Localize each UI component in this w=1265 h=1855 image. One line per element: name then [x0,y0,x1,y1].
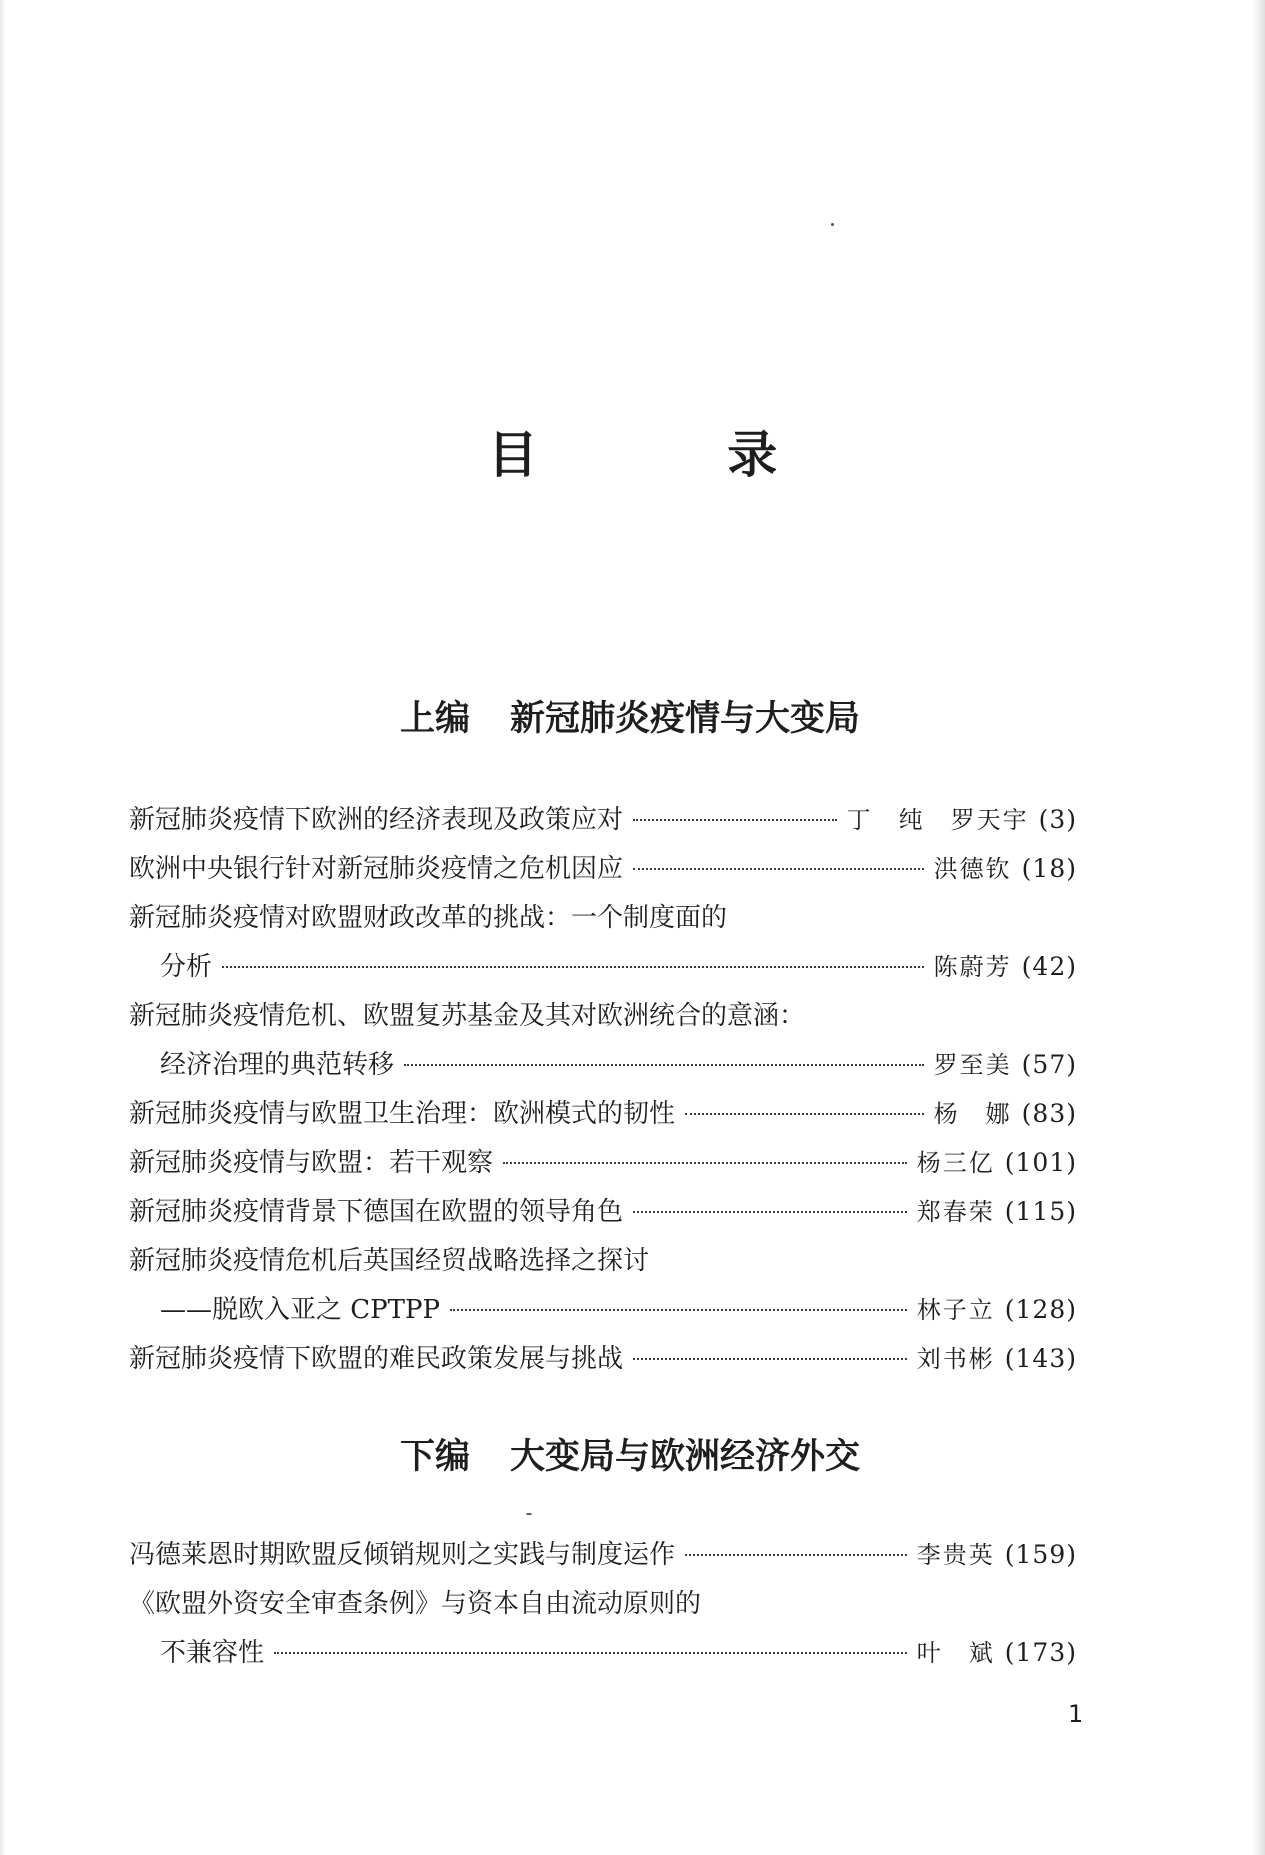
toc-entry-author: 洪德钦 [933,855,1012,883]
toc-entry-title-continued: 不兼容性 [160,1638,265,1668]
scan-speck [526,1513,532,1515]
toc-entry-title: 新冠肺炎疫情对欧盟财政改革的挑战：一个制度面的 [129,903,728,933]
toc-entry-line-1[interactable] [129,992,1077,1040]
toc-entry-author: 刘书彬 [916,1345,995,1373]
page-number: 1 [1068,1700,1084,1728]
toc-entry-title: 新冠肺炎疫情危机、欧盟复苏基金及其对欧洲统合的意涵： [129,1001,806,1031]
toc-entry-author: 杨 娜 [933,1100,1012,1128]
toc-entry-line-2[interactable] [160,1041,1077,1089]
toc-entry-page: (173) [1004,1638,1077,1667]
toc-entry-page: (159) [1004,1540,1077,1569]
section-part-label: 上编 [399,699,470,739]
toc-entry-title: 新冠肺炎疫情与欧盟：若干观察 [129,1148,494,1178]
dot-leader [633,819,837,821]
toc-entry-author: 杨三亿 [916,1149,995,1177]
scan-edge-right [1251,0,1265,1855]
toc-entry-page: (57) [1021,1050,1077,1079]
toc-entry-author: 陈蔚芳 [933,953,1012,981]
toc-entry-author: 李贵英 [916,1541,995,1569]
section-name: 新冠肺炎疫情与大变局 [510,699,861,739]
toc-entry[interactable] [129,1188,1077,1236]
toc-entry-title: 冯德莱恩时期欧盟反倾销规则之实践与制度运作 [129,1540,676,1570]
section-name: 大变局与欧洲经济外交 [510,1437,861,1477]
toc-entry[interactable] [129,1090,1077,1138]
toc-entry[interactable] [129,1139,1077,1187]
toc-entry[interactable] [129,845,1077,893]
toc-entry-title: 新冠肺炎疫情下欧盟的难民政策发展与挑战 [129,1344,624,1374]
dot-leader [503,1162,907,1164]
toc-entry-title: 新冠肺炎疫情危机后英国经贸战略选择之探讨 [129,1246,650,1276]
toc-entry-title: 《欧盟外资安全审查条例》与资本自由流动原则的 [129,1589,702,1619]
toc-entry-page: (3) [1038,805,1077,834]
toc-entry-title: 新冠肺炎疫情下欧洲的经济表现及政策应对 [129,805,624,835]
toc-entry-title-continued: 经济治理的典范转移 [160,1050,395,1080]
dot-leader [633,868,924,870]
dot-leader [685,1113,924,1115]
toc-entry-author: 林子立 [916,1296,995,1324]
section-part-label: 下编 [399,1437,470,1477]
toc-entry-title-continued: ——脱欧入亚之 CPTPP [160,1295,440,1325]
toc-entry-title: 欧洲中央银行针对新冠肺炎疫情之危机因应 [129,854,624,884]
toc-entry[interactable] [129,796,1077,844]
toc-entry-line-1[interactable] [129,1237,1077,1285]
dot-leader [633,1358,907,1360]
dot-leader [222,966,924,968]
toc-entry[interactable] [129,1335,1077,1383]
toc-entry-author: 丁 纯 罗天宇 [846,806,1029,834]
toc-entry-author: 罗至美 [933,1051,1012,1079]
dot-leader [450,1309,907,1311]
toc-entry-page: (143) [1004,1344,1077,1373]
toc-entry-page: (128) [1004,1295,1077,1324]
toc-entry-page: (18) [1021,854,1077,883]
toc-entry-page: (101) [1004,1148,1077,1177]
toc-entry-line-2[interactable] [160,943,1077,991]
toc-entry-line-1[interactable] [129,894,1077,942]
toc-entry-author: 郑春荣 [916,1198,995,1226]
toc-entry-author: 叶 斌 [916,1639,995,1667]
toc-entry-title-continued: 分析 [160,952,213,982]
toc-entry-page: (115) [1004,1197,1077,1226]
toc-entry-line-2[interactable] [160,1286,1077,1334]
toc-entry-title: 新冠肺炎疫情背景下德国在欧盟的领导角色 [129,1197,624,1227]
toc-entry-page: (42) [1021,952,1077,981]
toc-entry-title: 新冠肺炎疫情与欧盟卫生治理：欧洲模式的韧性 [129,1099,676,1129]
toc-entry[interactable] [129,1531,1077,1579]
section-heading-part-2 [130,1432,1130,1482]
dot-leader [633,1211,907,1213]
toc-entry-page: (83) [1021,1099,1077,1128]
dot-leader [274,1652,907,1654]
toc-entry-line-2[interactable] [160,1629,1077,1677]
scan-edge-left [0,0,6,1855]
section-heading-part-1 [130,694,1130,744]
toc-entry-line-1[interactable] [129,1580,1077,1628]
dot-leader [685,1554,907,1556]
scan-speck [831,223,834,226]
dot-leader [404,1064,924,1066]
page-title: 目 录 [487,425,864,484]
